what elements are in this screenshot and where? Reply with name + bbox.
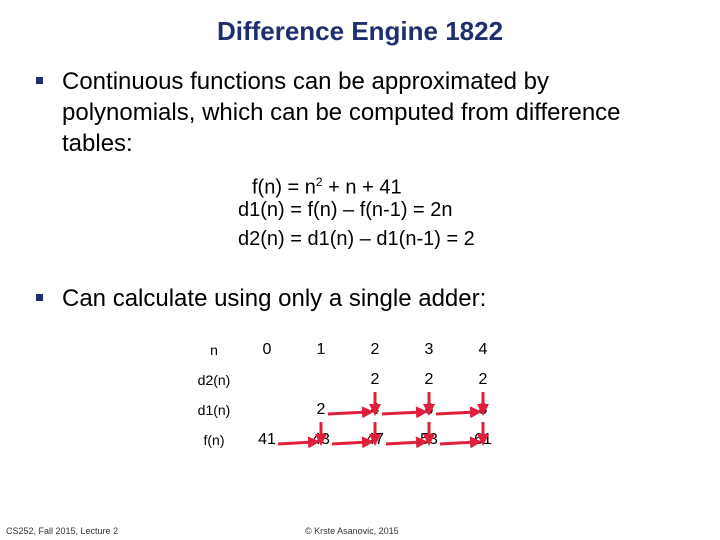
footer-course: CS252, Fall 2015, Lecture 2 xyxy=(6,526,119,536)
bullet-item-1 xyxy=(36,66,686,166)
slide-title: Difference Engine 1822 xyxy=(216,16,504,46)
table-cell: 1 xyxy=(316,341,326,358)
table-row-f xyxy=(188,425,510,455)
equation-d1: d1(n) = f(n) – f(n-1) = 2n xyxy=(238,199,453,221)
difference-table xyxy=(188,335,510,455)
equation-d2: d2(n) = d1(n) – d1(n-1) = 2 xyxy=(238,228,475,250)
table-row-n xyxy=(188,335,510,365)
table-cell: 2 xyxy=(370,371,380,388)
table-cell: 53 xyxy=(420,431,438,448)
row-label: n xyxy=(210,342,218,358)
row-label: f(n) xyxy=(203,432,225,448)
equation-f-exponent: 2 xyxy=(315,175,323,189)
equation-f-lhs: f(n) = n xyxy=(252,176,316,199)
table-cell: 2 xyxy=(316,401,326,418)
table-cell: 3 xyxy=(424,341,434,358)
table-cell: 41 xyxy=(258,431,276,448)
table-cell: 61 xyxy=(474,431,492,448)
equation-f-rhs: + n + 41 xyxy=(322,176,402,199)
table-cell: 2 xyxy=(424,371,434,388)
table-row-d2 xyxy=(188,365,510,395)
table-cell: 47 xyxy=(366,431,384,448)
table-cell: 4 xyxy=(370,401,380,418)
table-cell: 4 xyxy=(478,341,488,358)
table-cell xyxy=(240,395,294,425)
table-cell: 2 xyxy=(478,371,488,388)
footer-copyright: © Krste Asanovic, 2015 xyxy=(305,526,399,536)
table-cell xyxy=(294,365,348,395)
table-cell: 6 xyxy=(424,401,434,418)
row-label: d1(n) xyxy=(197,402,231,418)
bullet-text-1: Continuous functions can be approximated by polynomials, which can be computed from difference tables: xyxy=(62,68,621,157)
bullet-item-2 xyxy=(36,283,686,319)
table-cell: 8 xyxy=(478,401,488,418)
bullet-text-2: Can calculate using only a single adder: xyxy=(62,285,487,312)
table-row-d1 xyxy=(188,395,510,425)
table-cell xyxy=(240,365,294,395)
table-cell: 2 xyxy=(370,341,380,358)
square-bullet-icon xyxy=(36,77,43,84)
square-bullet-icon xyxy=(36,294,43,301)
row-label: d2(n) xyxy=(197,372,231,388)
table-cell: 43 xyxy=(312,431,330,448)
table-cell: 0 xyxy=(262,341,272,358)
